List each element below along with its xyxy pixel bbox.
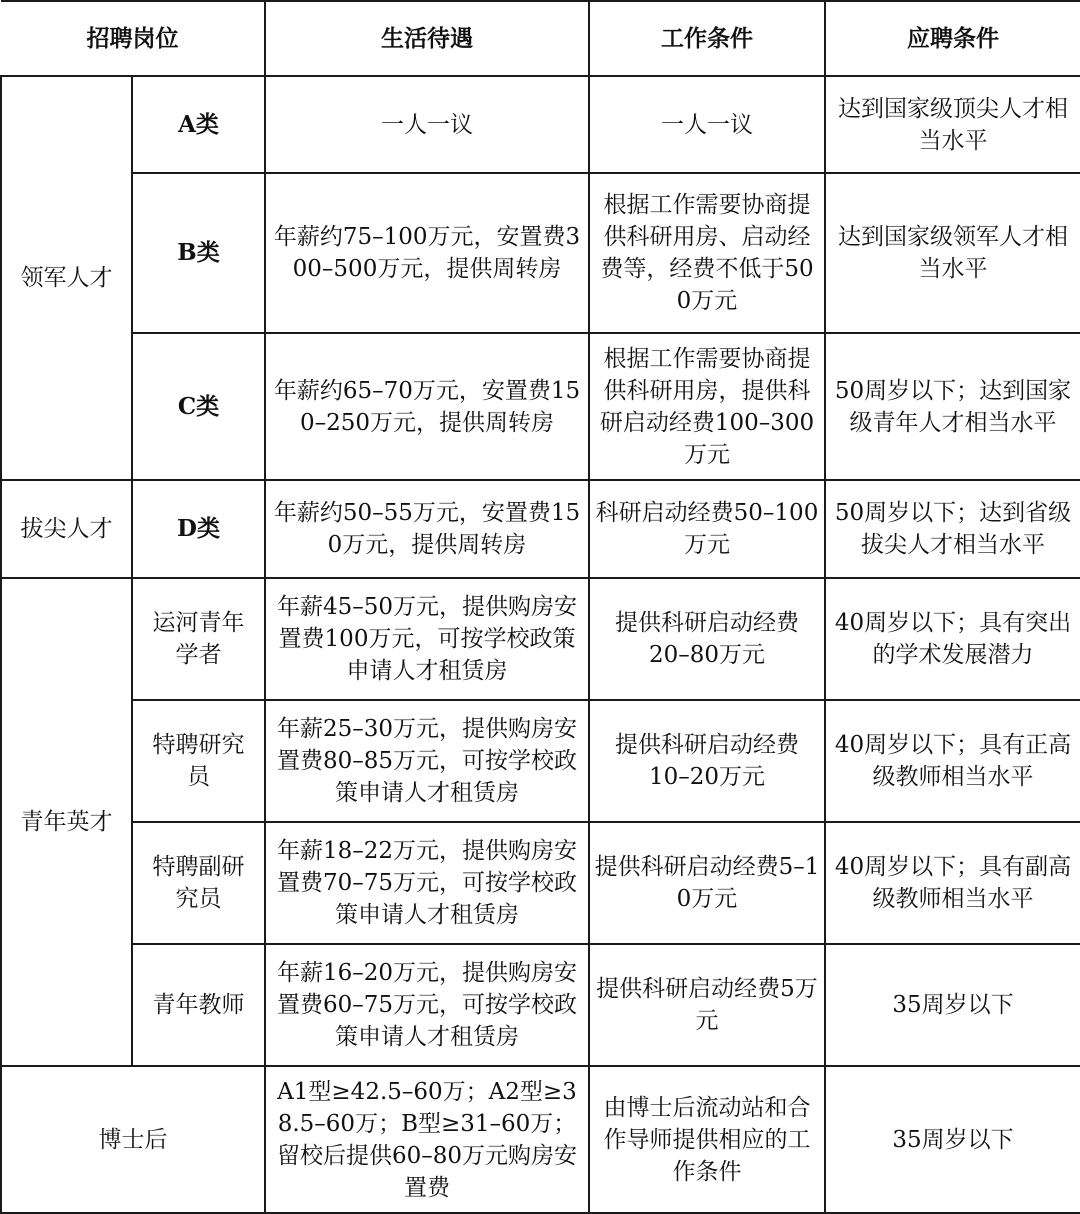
table-row bbox=[1, 944, 1080, 1066]
work-conditions-cell: 科研启动经费50–100万元 bbox=[589, 480, 825, 578]
requirements-cell: 40周岁以下；具有突出的学术发展潜力 bbox=[825, 578, 1080, 700]
requirements-cell: 达到国家级顶尖人才相当水平 bbox=[825, 76, 1080, 173]
work-conditions-cell: 根据工作需要协商提供科研用房，提供科研启动经费100–300万元 bbox=[589, 333, 825, 480]
work-conditions-cell: 提供科研启动经费5–10万元 bbox=[589, 822, 825, 944]
benefits-cell: 年薪约50–55万元，安置费150万元，提供周转房 bbox=[265, 480, 589, 578]
table-row bbox=[1, 700, 1080, 822]
requirements-cell: 达到国家级领军人才相当水平 bbox=[825, 173, 1080, 333]
work-conditions-cell: 提供科研启动经费10–20万元 bbox=[589, 700, 825, 822]
header-benefits: 生活待遇 bbox=[265, 1, 589, 76]
benefits-cell: 年薪约65–70万元，安置费150–250万元，提供周转房 bbox=[265, 333, 589, 480]
requirements-cell: 50周岁以下；达到省级拔尖人才相当水平 bbox=[825, 480, 1080, 578]
table-row bbox=[1, 333, 1080, 480]
requirements-cell: 35周岁以下 bbox=[825, 944, 1080, 1066]
work-conditions-cell: 一人一议 bbox=[589, 76, 825, 173]
work-conditions-cell: 提供科研启动经费20–80万元 bbox=[589, 578, 825, 700]
table-row bbox=[1, 822, 1080, 944]
group-top-notch-talent: 拔尖人才 bbox=[1, 480, 132, 578]
subtype-cell: 特聘研究员 bbox=[132, 700, 265, 822]
group-postdoc: 博士后 bbox=[1, 1066, 265, 1213]
benefits-cell: 年薪18–22万元，提供购房安置费70–75万元，可按学校政策申请人才租赁房 bbox=[265, 822, 589, 944]
requirements-cell: 35周岁以下 bbox=[825, 1066, 1080, 1213]
work-conditions-cell: 提供科研启动经费5万元 bbox=[589, 944, 825, 1066]
header-work-conditions: 工作条件 bbox=[589, 1, 825, 76]
subtype-cell: C类 bbox=[132, 333, 265, 480]
group-leading-talent: 领军人才 bbox=[1, 76, 132, 480]
benefits-cell: A1型≥42.5–60万；A2型≥38.5–60万；B型≥31–60万；留校后提供60–80万元购房安置费 bbox=[265, 1066, 589, 1213]
table-row bbox=[1, 578, 1080, 700]
subtype-cell: A类 bbox=[132, 76, 265, 173]
benefits-cell: 年薪16–20万元，提供购房安置费60–75万元，可按学校政策申请人才租赁房 bbox=[265, 944, 589, 1066]
header-requirements: 应聘条件 bbox=[825, 1, 1080, 76]
subtype-cell: D类 bbox=[132, 480, 265, 578]
header-position: 招聘岗位 bbox=[1, 1, 265, 76]
requirements-cell: 40周岁以下；具有副高级教师相当水平 bbox=[825, 822, 1080, 944]
table-row bbox=[1, 1066, 1080, 1213]
work-conditions-cell: 根据工作需要协商提供科研用房、启动经费等，经费不低于500万元 bbox=[589, 173, 825, 333]
subtype-cell: 特聘副研究员 bbox=[132, 822, 265, 944]
table-row bbox=[1, 480, 1080, 578]
group-young-talent: 青年英才 bbox=[1, 578, 132, 1066]
benefits-cell: 年薪45–50万元，提供购房安置费100万元，可按学校政策申请人才租赁房 bbox=[265, 578, 589, 700]
header-row bbox=[1, 1, 1080, 76]
requirements-cell: 40周岁以下；具有正高级教师相当水平 bbox=[825, 700, 1080, 822]
table-row bbox=[1, 173, 1080, 333]
subtype-cell: 运河青年学者 bbox=[132, 578, 265, 700]
benefits-cell: 年薪约75–100万元，安置费300–500万元，提供周转房 bbox=[265, 173, 589, 333]
benefits-cell: 一人一议 bbox=[265, 76, 589, 173]
subtype-cell: B类 bbox=[132, 173, 265, 333]
benefits-cell: 年薪25–30万元，提供购房安置费80–85万元，可按学校政策申请人才租赁房 bbox=[265, 700, 589, 822]
subtype-cell: 青年教师 bbox=[132, 944, 265, 1066]
requirements-cell: 50周岁以下；达到国家级青年人才相当水平 bbox=[825, 333, 1080, 480]
table-row bbox=[1, 76, 1080, 173]
work-conditions-cell: 由博士后流动站和合作导师提供相应的工作条件 bbox=[589, 1066, 825, 1213]
